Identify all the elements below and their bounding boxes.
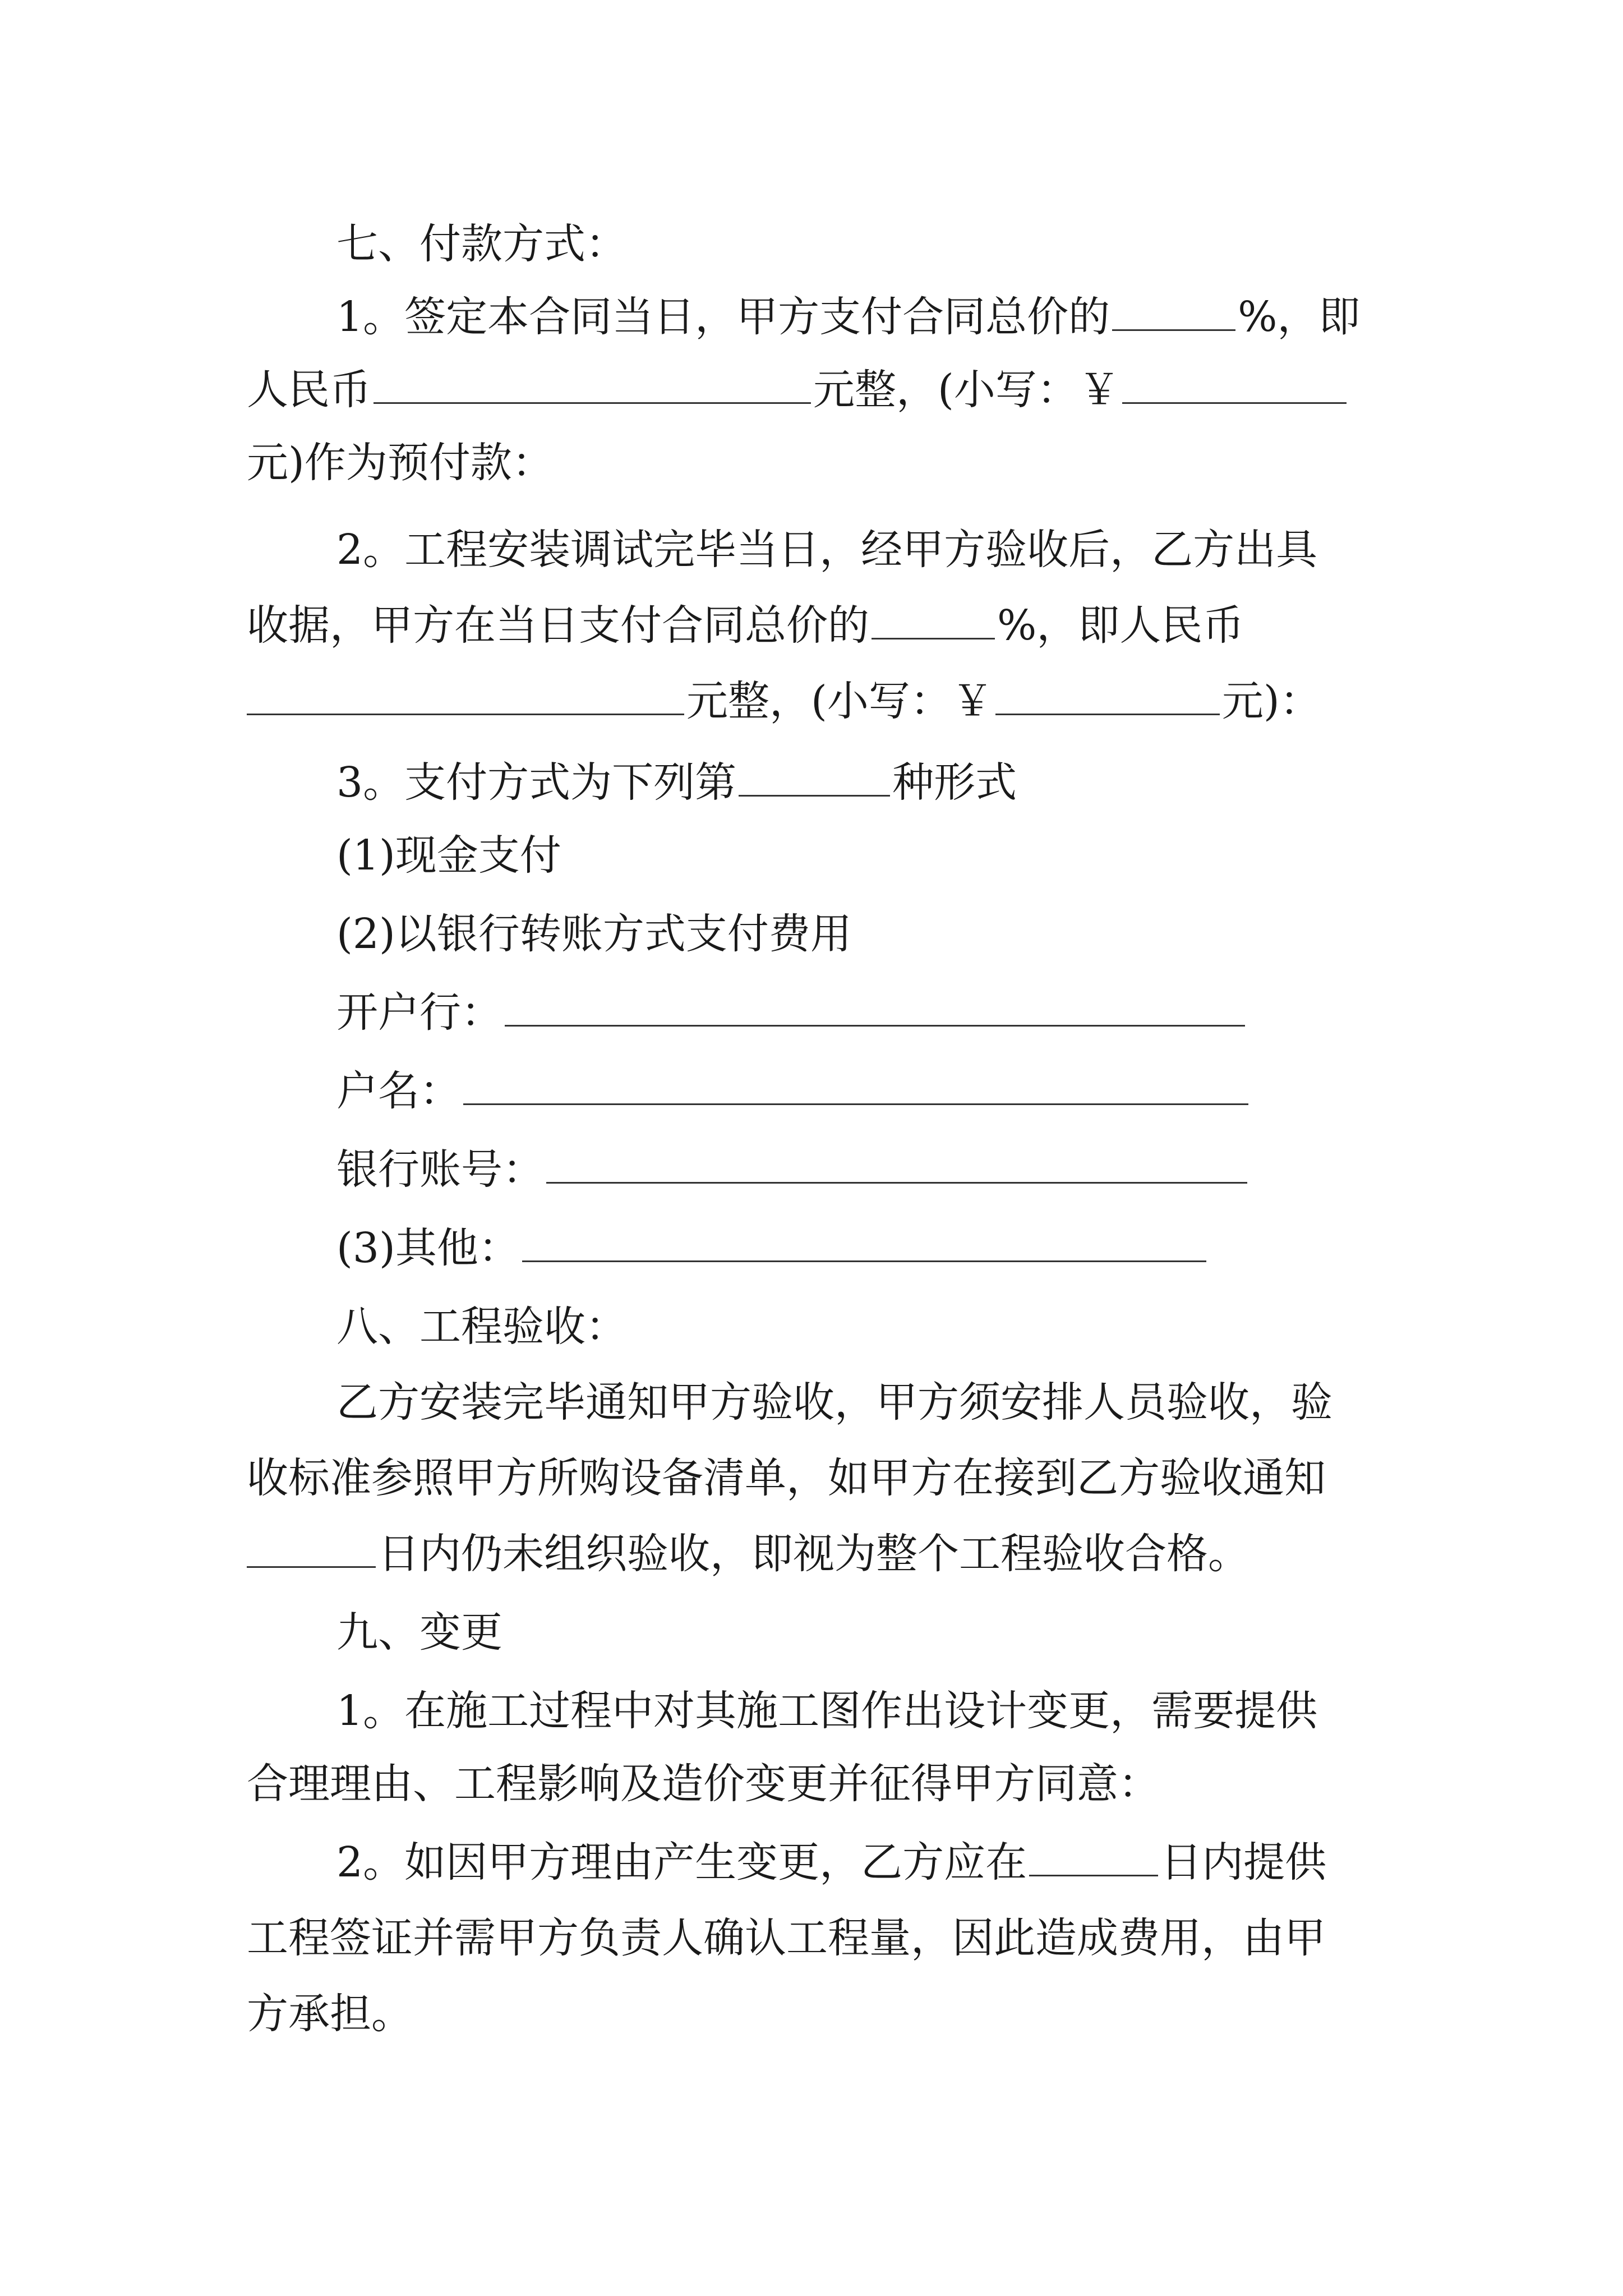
section-7-item-2-line-2: 收据，甲方在当日支付合同总价的 %，即人民币 — [247, 595, 1244, 656]
section-9-item-2-line-2: 工程签证并需甲方负责人确认工程量，因此造成费用，由甲 — [247, 1914, 1326, 1962]
bank-field: 开户行： — [336, 982, 1247, 1043]
amount-blank — [374, 363, 811, 404]
account-number-field: 银行账号： — [336, 1139, 1249, 1200]
section-9-heading: 九、变更 — [336, 1608, 502, 1657]
section-7-item-1-line-2: 人民币 元整，(小写：￥ — [247, 359, 1349, 421]
section-8-line-2: 收标准参照甲方所购设备清单，如甲方在接到乙方验收通知 — [247, 1454, 1326, 1502]
section-7-item-2-line-1: 2。工程安装调试完毕当日，经甲方验收后，乙方出具 — [336, 526, 1318, 574]
option-blank — [739, 756, 890, 797]
account-name-blank — [463, 1064, 1248, 1105]
percent-blank — [872, 599, 995, 639]
percent-blank — [1112, 290, 1235, 331]
amount-blank — [247, 674, 684, 715]
other-blank — [522, 1221, 1206, 1262]
account-number-blank — [546, 1143, 1247, 1184]
days-blank — [247, 1527, 376, 1568]
bank-blank — [505, 986, 1245, 1027]
payment-option-2: (2)以银行转账方式支付费用 — [336, 910, 852, 958]
section-9-item-1-line-2: 合理理由、工程影响及造价变更并征得甲方同意： — [247, 1760, 1160, 1808]
payment-option-1: (1)现金支付 — [336, 831, 561, 880]
days-blank — [1029, 1835, 1158, 1876]
payment-option-3: (3)其他： — [336, 1217, 1209, 1279]
amount-figure-blank — [1122, 363, 1347, 404]
section-7-heading: 七、付款方式： — [336, 220, 627, 268]
section-7-item-2-line-3: 元整，(小写：￥ 元)： — [247, 670, 1321, 732]
section-8-line-3: 日内仍未组织验收，即视为整个工程验收合格。 — [247, 1523, 1249, 1585]
section-7-item-1-line-1: 1。签定本合同当日，甲方支付合同总价的 %，即 — [336, 286, 1380, 348]
section-8-heading: 八、工程验收： — [336, 1303, 627, 1351]
section-9-item-2-line-1: 2。如因甲方理由产生变更，乙方应在 日内提供 — [336, 1832, 1326, 1893]
section-9-item-1-line-1: 1。在施工过程中对其施工图作出设计变更，需要提供 — [336, 1687, 1318, 1735]
amount-figure-blank — [995, 674, 1220, 715]
section-7-item-3-line-1: 3。支付方式为下列第 种形式 — [336, 752, 1017, 813]
account-name-field: 户名： — [336, 1060, 1251, 1122]
section-8-line-1: 乙方安装完毕通知甲方验收，甲方须安排人员验收，验 — [336, 1378, 1332, 1427]
section-9-item-2-line-3: 方承担。 — [247, 1990, 413, 2038]
section-7-item-1-line-3: 元)作为预付款： — [247, 439, 554, 487]
